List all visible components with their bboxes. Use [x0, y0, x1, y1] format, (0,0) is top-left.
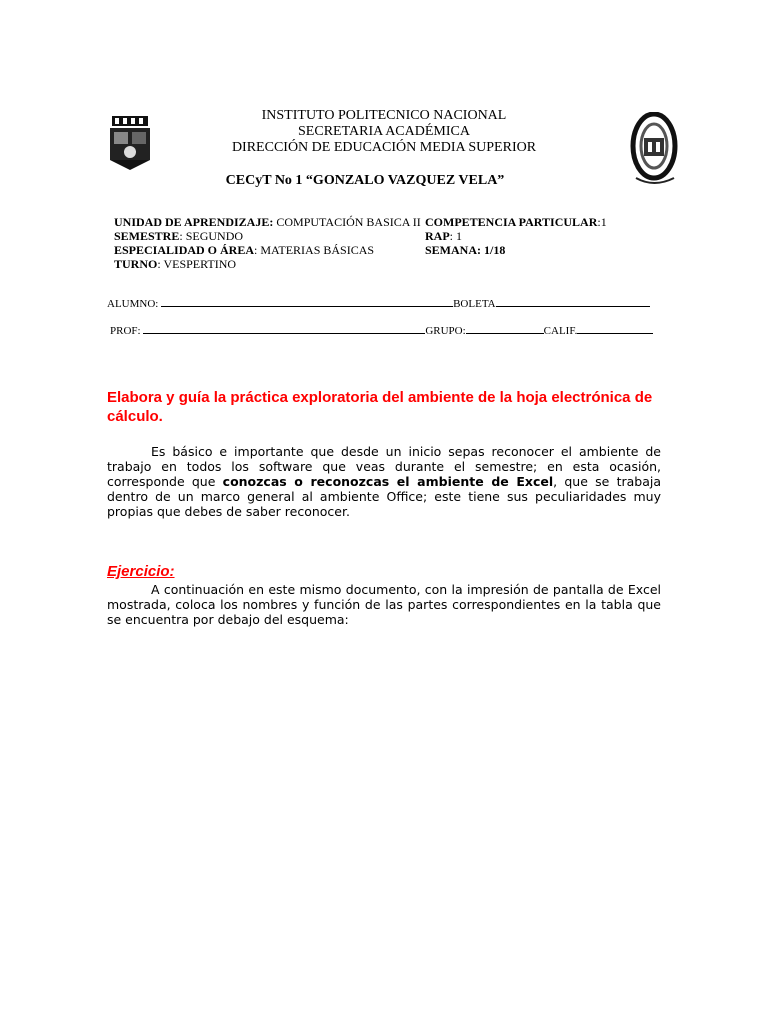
calif-field[interactable] — [577, 323, 653, 334]
unidad-value: COMPUTACIÓN BASICA II — [273, 215, 421, 229]
grupo-field[interactable] — [466, 323, 544, 334]
boleta-field[interactable] — [496, 296, 650, 307]
intro-bold-text: conozcas o reconozcas el ambiente de Excel — [222, 474, 554, 489]
semestre-label: SEMESTRE — [114, 229, 180, 243]
exercise-text: A continuación en este mismo documento, con la impresión de pantalla de Excel mostrada, coloca los nombres y función de las partes correspondientes en la tabla que se encuentra por debajo del esquema: — [107, 582, 661, 627]
semestre-value: : SEGUNDO — [179, 229, 244, 243]
header-line-2: SECRETARIA ACADÉMICA — [298, 124, 470, 139]
header-line-3: DIRECCIÓN DE EDUCACIÓN MEDIA SUPERIOR — [231, 140, 537, 155]
intro-text-1: Es básico e importante que desde un inicio sepas reconocer el ambiente de trabajo en todos los software que veas durante el semestre; en esta ocasión, corresponde que — [107, 444, 661, 489]
turno-label: TURNO — [114, 257, 158, 271]
prof-field[interactable] — [143, 323, 425, 334]
competency-info — [425, 215, 607, 257]
header-line-1: INSTITUTO POLITECNICO NACIONAL — [261, 108, 507, 123]
institution-header — [0, 108, 768, 156]
teacher-row — [110, 323, 653, 337]
practice-title: Elabora y guía la práctica exploratoria del ambiente de la hoja electrónica de cálculo. — [107, 389, 653, 425]
unidad-label: UNIDAD DE APRENDIZAJE: — [114, 215, 274, 229]
especialidad-value: : MATERIAS BÁSICAS — [254, 243, 375, 257]
grupo-label: GRUPO: — [425, 325, 466, 337]
boleta-label: BOLETA — [453, 298, 496, 310]
prof-label: PROF: — [110, 325, 141, 337]
student-row — [107, 296, 650, 310]
intro-text-2: , que se trabaja dentro de un marco general al ambiente Office; este tiene sus peculiaridades muy propias que debes de saber reconocer. — [107, 474, 661, 519]
ejercicio-heading: Ejercicio: — [107, 563, 175, 580]
rap-value: : 1 — [449, 229, 463, 243]
intro-paragraph — [107, 444, 661, 519]
exercise-paragraph — [107, 582, 661, 627]
calif-label: CALIF. — [543, 325, 578, 337]
competencia-value: :1 — [597, 215, 607, 229]
course-info — [114, 215, 421, 271]
turno-value: : VESPERTINO — [157, 257, 237, 271]
alumno-label: ALUMNO: — [107, 298, 159, 310]
alumno-field[interactable] — [161, 296, 453, 307]
school-name: CECyT No 1 “GONZALO VAZQUEZ VELA” — [225, 173, 505, 188]
competencia-label: COMPETENCIA PARTICULAR — [425, 215, 598, 229]
rap-label: RAP — [425, 229, 450, 243]
especialidad-label: ESPECIALIDAD O ÁREA — [114, 243, 255, 257]
semana-label: SEMANA: 1/18 — [425, 243, 506, 257]
